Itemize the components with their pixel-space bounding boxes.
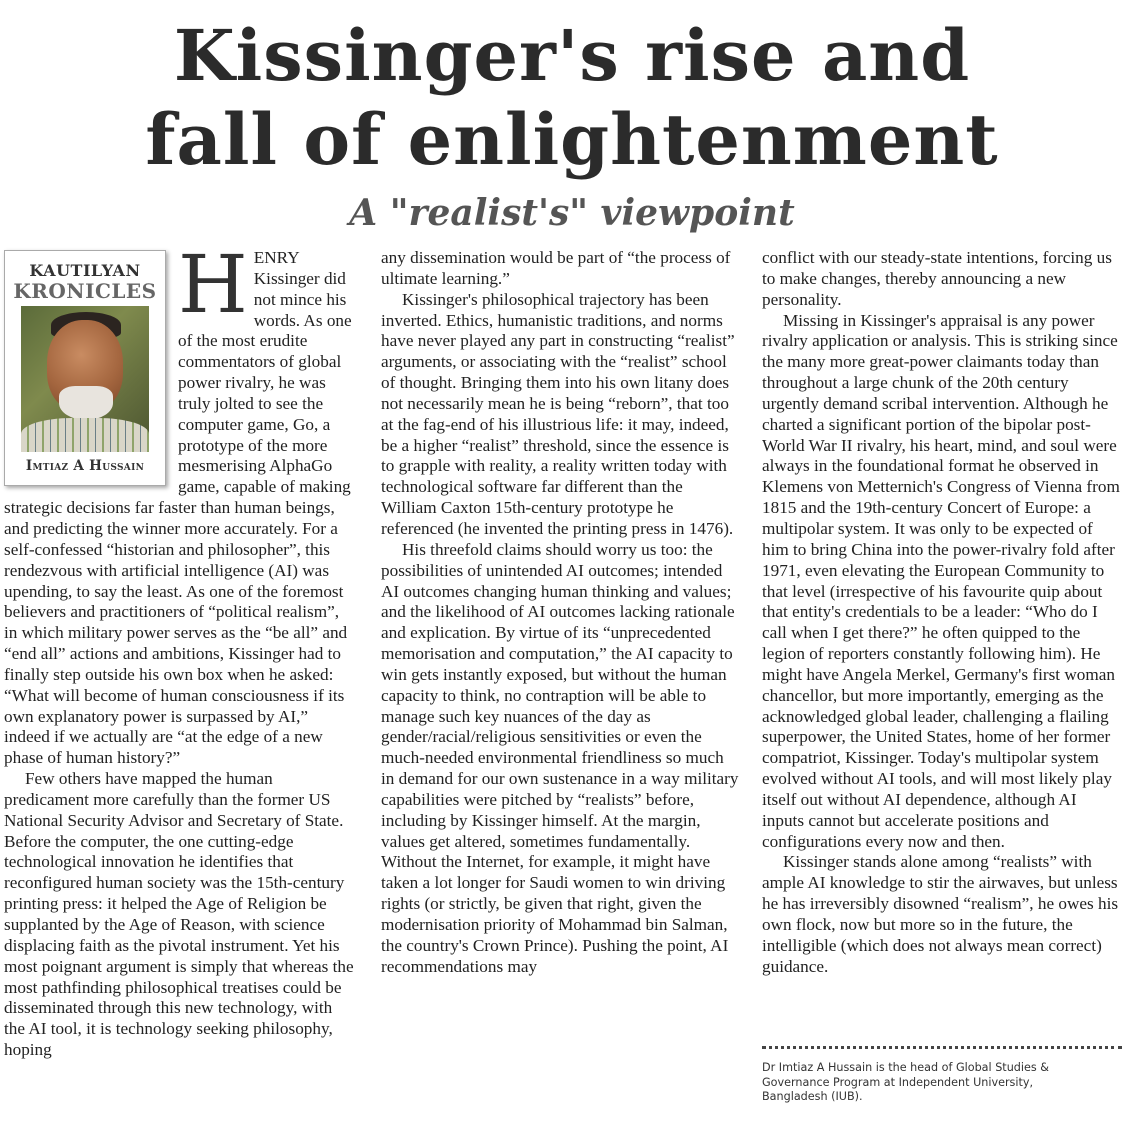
paragraph: Kissinger stands alone among “realists” with ample AI knowledge to stir the airwaves, but unless he has irreversibly disowned “realism”, he owes his own flock, now but more so in the future, the intelligible (which does not always mean correct) guidance. bbox=[762, 852, 1119, 976]
headline bbox=[0, 14, 1144, 182]
column-badge bbox=[4, 250, 166, 486]
article-column-1 bbox=[4, 238, 356, 1061]
author-bio: Dr Imtiaz A Hussain is the head of Global Studies & Governance Program at Independent University, Bangladesh (IUB). bbox=[762, 1061, 1049, 1104]
column-name-line-1: KAUTILYAN bbox=[29, 261, 141, 280]
author-name: Imtiaz A Hussain bbox=[25, 458, 145, 474]
drop-cap: H bbox=[178, 238, 248, 331]
paragraph: ENRY Kissinger did not mince his words. As one of the most erudite commentators of global power rivalry, he was truly jolted to see the computer game, Go, a prototype of the more mesmerising AlphaGo game, capable of making strategic decisions far faster than human beings, and predicting the winner more accurately. For a self-confessed “historian and philosopher”, this rendezvous with artificial intelligence (AI) was upending, to say the least. As one of the foremost believers and practitioners of “political realism”, in which military power serves as the “be all” and “end all” actions and ambitions, Kissinger had to finally step outside his own box when he asked: “What will become of human consciousness if its own explanatory power is surpassed by AI,” indeed if we actually are “at the edge of a new phase of human history?” bbox=[4, 248, 352, 768]
column-name-line-2: KRONICLES bbox=[13, 279, 157, 303]
paragraph: any dissemination would be part of “the process of ultimate learning.” bbox=[381, 248, 731, 288]
paragraph: Few others have mapped the human predicament more carefully than the former US National Security Advisor and Secretary of State. Before the computer, the one cutting-edge technological innovation he identifies that reconfigured human society was the 15th-century printing press: it helped the Age of Religion be supplanted by the Age of Reason, with science displacing faith as the pivotal instrument. Yet his most poignant argument is simply that whereas the most pathfinding philosophical treatises could be disseminated through this new technology, with the AI tool, it is technology seeking philosophy, hoping bbox=[4, 769, 354, 1060]
article-column-3 bbox=[762, 248, 1122, 978]
paragraph: Missing in Kissinger's appraisal is any power rivalry application or analysis. This is striking since the many more great-power claimants today than throughout a large chunk of the 20th century urgently demand scribal intervention. Although he charted a significant portion of the bipolar post-World War II rivalry, his heart, mind, and soul were always in the foundational format he observed in Klemens von Metternich's Congress of Vienna from 1815 and the 19th-century Concert of Europe: a multipolar system. It was only to be expected of him to bring China into the power-rivalry fold after 1971, even elevating the European Community to that level (irrespective of his favourite quip about that entity's credentials to be a leader: “Who do I call when I get there?” he often quipped to the legion of reporters constantly following him). He might have Angela Merkel, Germany's first woman chancellor, but more importantly, emerging as the acknowledged global leader, challenging a flailing superpower, the United States, home of her former compatriot, Kissinger. Today's multipolar system evolved without AI tools, and will most likely play itself out without AI dependence, although AI inputs cannot but accelerate positions and configurations every now and then. bbox=[762, 310, 1120, 851]
article-column-2 bbox=[381, 248, 741, 978]
subheadline: A "realist's" viewpoint bbox=[349, 192, 795, 234]
author-photo bbox=[21, 306, 149, 452]
headline-line-1: Kissinger's rise and bbox=[173, 14, 971, 97]
paragraph: His threefold claims should worry us too: the possibilities of unintended AI outcomes; intended AI outcomes changing human thinking and values; and the likelihood of AI outcomes lacking rationale and explication. By virtue of its “unprecedented memorisation and computation,” the AI capacity to win gets instantly exposed, but without the human capacity to think, no contraption will be able to manage such key nuances of the day as gender/racial/religious sensitivities or even the much-needed environmental friendliness so much in demand for our own sustenance in a way military capabilities were pitched by “realists” before, including by Kissinger himself. At the margin, values get altered, sometimes fundamentally. Without the Internet, for example, it might have taken a lot longer for Saudi women to win driving rights (or strictly, be given that right, given the modernisation priority of Mohammad bin Salman, the country's Crown Prince). Pushing the point, AI recommendations may bbox=[381, 539, 739, 976]
paragraph: Kissinger's philosophical trajectory has been inverted. Ethics, humanistic traditions, and norms have never played any part in constructing “realist” arguments, or associating with the “realist” school of thought. Bringing them into his own litany does not necessarily mean he is being “reborn”, that too at the fag-end of his illustrious life: it may, indeed, be a higher “realist” threshold, since the essence is to grapple with reality, a reality written today with technological software far different than the William Caxton 15th-century prototype he referenced (he invented the printing press in 1476). bbox=[381, 289, 735, 538]
author-photo-shirt bbox=[21, 418, 149, 452]
headline-line-2: fall of enlightenment bbox=[145, 98, 999, 181]
paragraph: conflict with our steady-state intentions, forcing us to make changes, thereby announcing a new personality. bbox=[762, 248, 1112, 309]
bio-separator bbox=[762, 1046, 1122, 1049]
author-photo-beard bbox=[59, 386, 113, 420]
